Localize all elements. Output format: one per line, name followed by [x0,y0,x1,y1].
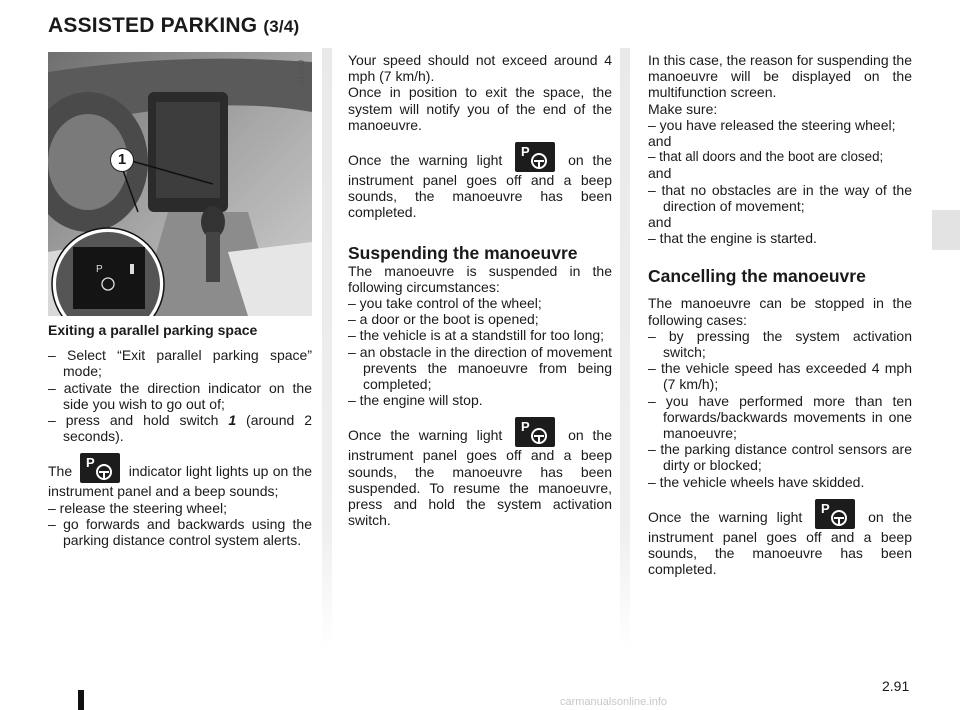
svg-text:P: P [821,500,830,516]
side-tab-marker [932,210,960,250]
list-item: – that the engine is started. [648,230,817,247]
svg-text:P: P [521,419,530,435]
svg-text:P: P [521,144,530,160]
list-item: – a door or the boot is opened; [348,311,539,328]
paragraph: The manoeuvre is suspended in the following circumstances: [348,262,612,295]
list-item: – press and hold switch 1 (around 2 seconds). [48,412,312,445]
section-heading-exit: Exiting a parallel parking space [48,322,258,338]
list-item: – you have performed more than ten forwards/backwards movements in one manoeuvre; [648,392,912,442]
list-item: – Select “Exit parallel parking space” mode; [48,347,312,380]
figure-code: 41680 [296,60,306,86]
list-item: – by pressing the system activation switch; [648,327,912,361]
watermark: carmanualsonline.info [560,696,668,708]
switch-number: 1 [228,412,237,429]
page-title: ASSISTED PARKING (3/4) [48,14,300,37]
column-divider [322,48,332,648]
list-item: – the engine will stop. [348,392,483,409]
dashboard-photo [48,52,312,316]
paragraph: The manoeuvre can be stopped in the following cases: [648,295,912,328]
list-item: – the vehicle is at a standstill for too long; [348,327,605,344]
and-text: and [648,214,672,231]
list-item: – go forwards and backwards using the parking distance control system alerts. [48,515,312,549]
parking-assist-warning-icon [80,453,120,483]
crop-mark [78,690,84,710]
list-item: – the parking distance control sensors are dirty or blocked; [648,441,912,474]
paragraph: Once in position to exit the space, the system will notify you of the end of the manoeuvre. [348,84,612,133]
section-heading-suspend: Suspending the manoeuvre [348,242,578,263]
list-item: – release the steering wheel; [48,499,227,516]
column-divider [620,48,630,648]
list-item: – the vehicle speed has exceeded 4 mph (7 km/h); [648,360,912,393]
svg-text:P: P [96,264,103,275]
callout-1: 1 [110,148,134,172]
warning-paragraph: Once the warning light P on the instrument panel goes off and a beep sounds, the manoeuvre has been completed. [648,500,912,578]
list-item: – you have released the steering wheel; [648,116,896,133]
svg-text:P: P [86,455,96,471]
warning-paragraph: Once the warning light P on the instrument panel goes off and a beep sounds, the manoeuvre has been suspended. To resume the manoeuvre, press and hold the system activation switch. [348,419,612,529]
indicator-paragraph: The P indicator light lights up on the instrument panel and a beep sounds; [48,455,313,500]
column-2 [348,52,612,528]
parking-assist-warning-icon [515,142,555,172]
paragraph: Your speed should not exceed around 4 mph (7 km/h). [348,52,612,85]
parking-assist-warning-icon [815,499,855,529]
and-text: and [648,165,672,182]
list-item: – that all doors and the boot are closed; [648,149,884,165]
paragraph: Make sure: [648,100,718,117]
section-heading-cancel: Cancelling the manoeuvre [648,266,866,287]
list-item: – activate the direction indicator on the side you wish to go out of; [48,379,312,412]
list-item: – the vehicle wheels have skidded. [648,473,865,490]
page-number: 2.91 [882,678,910,694]
page-subtitle: (3/4) [263,17,300,36]
and-text: and [648,133,672,150]
warning-paragraph: Once the warning light P on the instrument panel goes off and a beep sounds, the manoeuvre has been completed. [348,144,612,221]
list-item: – you take control of the wheel; [348,295,542,312]
paragraph: In this case, the reason for suspending the manoeuvre will be displayed on the multifunction screen. [648,52,912,101]
column-1 [48,322,312,548]
list-item: – that no obstacles are in the way of the direction of movement; [648,181,912,214]
parking-assist-warning-icon [515,417,555,447]
column-3 [648,52,912,577]
list-item: – an obstacle in the direction of movement prevents the manoeuvre from being completed; [348,343,612,393]
